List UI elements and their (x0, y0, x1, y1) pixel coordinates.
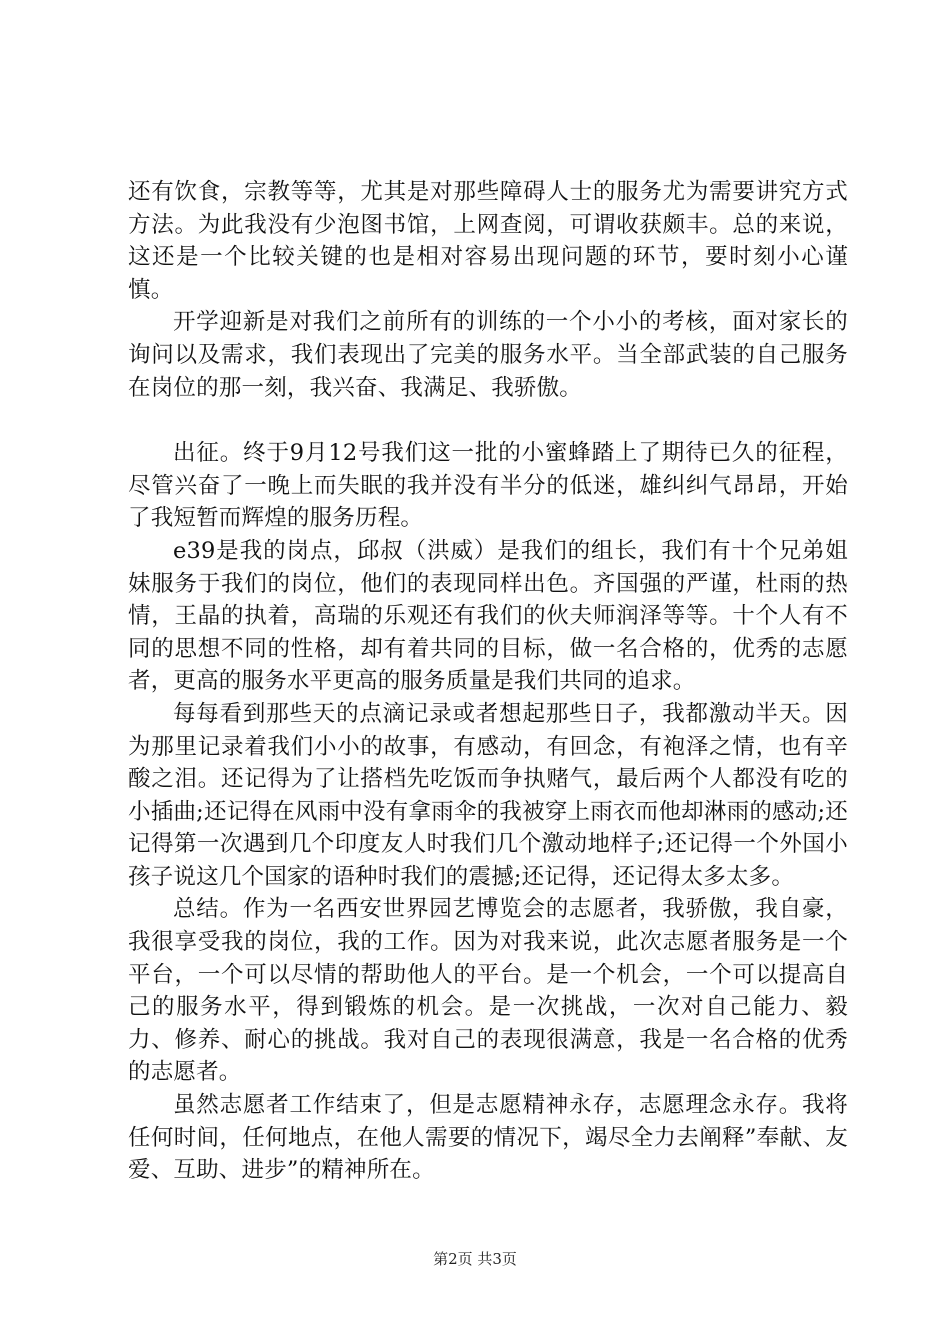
page-number-footer: 第2页 共3页 (433, 1250, 517, 1268)
document-body (128, 176, 848, 1187)
paragraph-2: 开学迎新是对我们之前所有的训练的一个小小的考核，面对家长的询问以及需求，我们表现出了完美的服务水平。当全部武装的自己服务在岗位的那一刻，我兴奋、我满足、我骄傲。 (128, 309, 848, 401)
paragraph-1: 还有饮食，宗教等等，尤其是对那些障碍人士的服务尤为需要讲究方式方法。为此我没有少泡图书馆，上网查阅，可谓收获颇丰。总的来说，这还是一个比较关键的也是相对容易出现问题的环节，要时刻小心谨慎。 (128, 179, 848, 303)
paragraph-7: 虽然志愿者工作结束了，但是志愿精神永存，志愿理念永存。我将任何时间，任何地点，在他人需要的情况下，竭尽全力去阐释”奉献、友爱、互助、进步”的精神所在。 (128, 1092, 848, 1184)
paragraph-3: 出征。终于9月12号我们这一批的小蜜蜂踏上了期待已久的征程，尽管兴奋了一晚上而失眠的我并没有半分的低迷，雄纠纠气昂昂，开始了我短暂而辉煌的服务历程。 (128, 440, 848, 532)
paragraph-4: e39是我的岗点，邱叔（洪威）是我们的组长，我们有十个兄弟姐妹服务于我们的岗位，他们的表现同样出色。齐国强的严谨，杜雨的热情，王晶的执着，高瑞的乐观还有我们的伙夫师润泽等等。十个人有不同的思想不同的性格，却有着共同的目标，做一名合格的，优秀的志愿者，更高的服务水平更高的服务质量是我们共同的追求。 (128, 537, 848, 695)
paragraph-5: 每每看到那些天的点滴记录或者想起那些日子，我都激动半天。因为那里记录着我们小小的故事，有感动，有回念，有袍泽之情，也有辛酸之泪。还记得为了让搭档先吃饭而争执赌气，最后两个人都没有吃的小插曲;还记得在风雨中没有拿雨伞的我被穿上雨衣而他却淋雨的感动;还记得第一次遇到几个印度友人时我们几个激动地样子;还记得一个外国小孩子说这几个国家的语种时我们的震撼;还记得，还记得太多太多。 (128, 700, 848, 890)
paragraph-6: 总结。作为一名西安世界园艺博览会的志愿者，我骄傲，我自豪，我很享受我的岗位，我的工作。因为对我来说，此次志愿者服务是一个平台，一个可以尽情的帮助他人的平台。是一个机会，一个可以提高自己的服务水平，得到锻炼的机会。是一次挑战，一次对自己能力、毅力、修养、耐心的挑战。我对自己的表现很满意，我是一名合格的优秀的志愿者。 (128, 896, 848, 1086)
